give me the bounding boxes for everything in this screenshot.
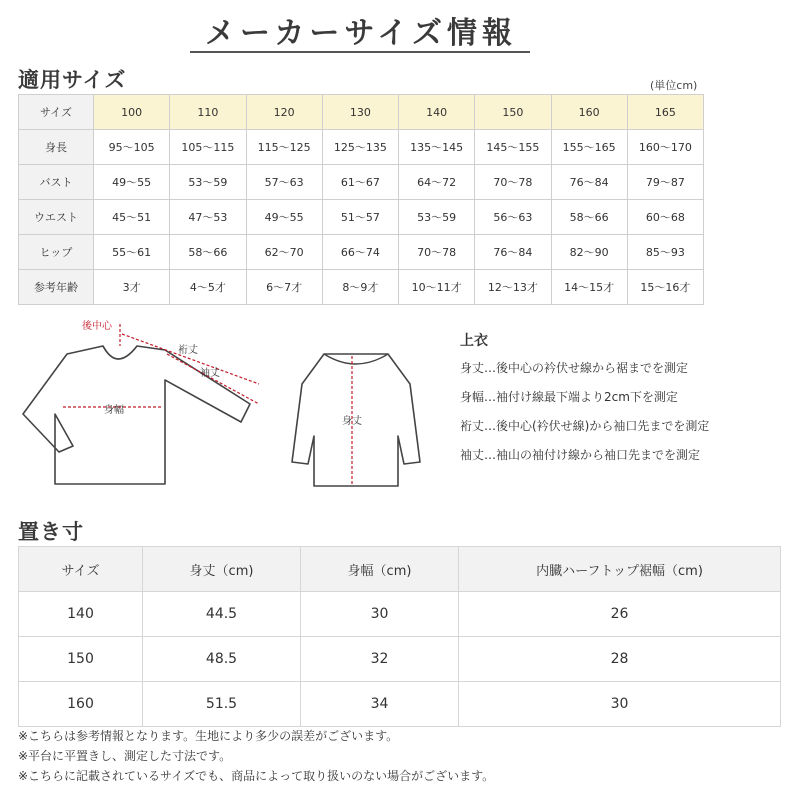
width-label: 身幅 (104, 405, 124, 416)
table-cell: 51～57 (322, 200, 398, 235)
header-cell: 100 (94, 95, 170, 130)
table-cell: 70～78 (475, 165, 551, 200)
table-row (19, 130, 704, 165)
fit-size-table (18, 94, 704, 305)
table-cell: 34 (301, 682, 459, 727)
table-cell: 47～53 (170, 200, 246, 235)
table-cell: 140 (19, 592, 143, 637)
table-cell: 3才 (94, 270, 170, 305)
table-cell: 82～90 (551, 235, 627, 270)
header-cell: 150 (475, 95, 551, 130)
table-cell: 53～59 (399, 200, 475, 235)
header-cell: 130 (322, 95, 398, 130)
length-label: 身丈 (342, 416, 362, 427)
table-cell: 79～87 (627, 165, 703, 200)
table-cell: 30 (301, 592, 459, 637)
info-line: 袖丈…袖山の袖付け線から袖口先までを測定 (460, 448, 701, 462)
table-row (19, 270, 704, 305)
table-cell: 61～67 (322, 165, 398, 200)
row-header: 身長 (19, 130, 94, 165)
note-line: ※こちらに記載されているサイズでも、商品によって取り扱いのない場合がございます。 (18, 769, 495, 783)
flat-size-table (18, 546, 781, 727)
table-cell: 150 (19, 637, 143, 682)
table-row (19, 200, 704, 235)
row-header: ウエスト (19, 200, 94, 235)
table-cell: 105～115 (170, 130, 246, 165)
table-cell: 85～93 (627, 235, 703, 270)
header-cell: 160 (551, 95, 627, 130)
info-line: 身丈…後中心の衿伏せ線から裾までを測定 (460, 361, 689, 375)
table-cell: 135～145 (399, 130, 475, 165)
header-cell: 120 (246, 95, 322, 130)
table-cell: 10～11才 (399, 270, 475, 305)
table-cell: 49～55 (246, 200, 322, 235)
table-cell: 60～68 (627, 200, 703, 235)
sleeve-label: 袖丈 (200, 368, 220, 379)
table-cell: 58～66 (170, 235, 246, 270)
table-cell: 57～63 (246, 165, 322, 200)
table-cell: 28 (459, 637, 781, 682)
table-cell: 56～63 (475, 200, 551, 235)
back-center-label: 後中心 (82, 321, 112, 332)
table-cell: 14～15才 (551, 270, 627, 305)
header-cell: 140 (399, 95, 475, 130)
note-line: ※平台に平置きし、測定した寸法です。 (18, 749, 232, 763)
flat-size-header-row (19, 547, 781, 592)
table-cell: 30 (459, 682, 781, 727)
table-cell: 76～84 (475, 235, 551, 270)
table-cell: 62～70 (246, 235, 322, 270)
measurement-info (460, 330, 709, 474)
table-cell: 51.5 (143, 682, 301, 727)
table-cell: 26 (459, 592, 781, 637)
yuki-label: 裄丈 (178, 345, 198, 356)
table-cell: 70～78 (399, 235, 475, 270)
front-garment-diagram (15, 312, 285, 492)
table-cell: 55～61 (94, 235, 170, 270)
table-cell: 8～9才 (322, 270, 398, 305)
table-cell: 155～165 (551, 130, 627, 165)
unit-label: (単位cm) (650, 79, 698, 92)
table-cell: 160 (19, 682, 143, 727)
table-cell: 64～72 (399, 165, 475, 200)
table-cell: 115～125 (246, 130, 322, 165)
note-line: ※こちらは参考情報となります。生地により多少の誤差がございます。 (18, 729, 399, 743)
fit-size-heading: 適用サイズ (18, 68, 127, 92)
table-cell: 45～51 (94, 200, 170, 235)
notes (18, 726, 494, 786)
table-cell: 49～55 (94, 165, 170, 200)
table-row (19, 235, 704, 270)
table-cell: 12～13才 (475, 270, 551, 305)
title-underline (190, 51, 530, 53)
header-cell: サイズ (19, 547, 143, 592)
table-cell: 53～59 (170, 165, 246, 200)
info-line: 裄丈…後中心(衿伏せ線)から袖口先までを測定 (460, 419, 710, 433)
table-cell: 48.5 (143, 637, 301, 682)
table-cell: 145～155 (475, 130, 551, 165)
table-cell: 95～105 (94, 130, 170, 165)
table-cell: 66～74 (322, 235, 398, 270)
info-line: 身幅…袖付け線最下端より2cm下を測定 (460, 390, 678, 404)
table-row (19, 682, 781, 727)
row-header: バスト (19, 165, 94, 200)
table-cell: 32 (301, 637, 459, 682)
header-cell: 110 (170, 95, 246, 130)
row-header: ヒップ (19, 235, 94, 270)
table-cell: 76～84 (551, 165, 627, 200)
table-row (19, 637, 781, 682)
header-cell: 内臓ハーフトップ裾幅（cm) (459, 547, 781, 592)
header-cell: 身幅（cm) (301, 547, 459, 592)
header-cell: サイズ (19, 95, 94, 130)
table-row (19, 165, 704, 200)
table-cell: 44.5 (143, 592, 301, 637)
header-cell: 165 (627, 95, 703, 130)
table-cell: 160～170 (627, 130, 703, 165)
table-cell: 15～16才 (627, 270, 703, 305)
header-cell: 身丈（cm) (143, 547, 301, 592)
table-cell: 4～5才 (170, 270, 246, 305)
fit-size-header-row (19, 95, 704, 130)
table-cell: 58～66 (551, 200, 627, 235)
table-cell: 6～7才 (246, 270, 322, 305)
table-cell: 125～135 (322, 130, 398, 165)
row-header: 参考年齢 (19, 270, 94, 305)
info-heading: 上衣 (460, 333, 488, 349)
page-title: メーカーサイズ情報 (205, 16, 517, 51)
table-row (19, 592, 781, 637)
flat-size-heading: 置き寸 (18, 520, 84, 544)
